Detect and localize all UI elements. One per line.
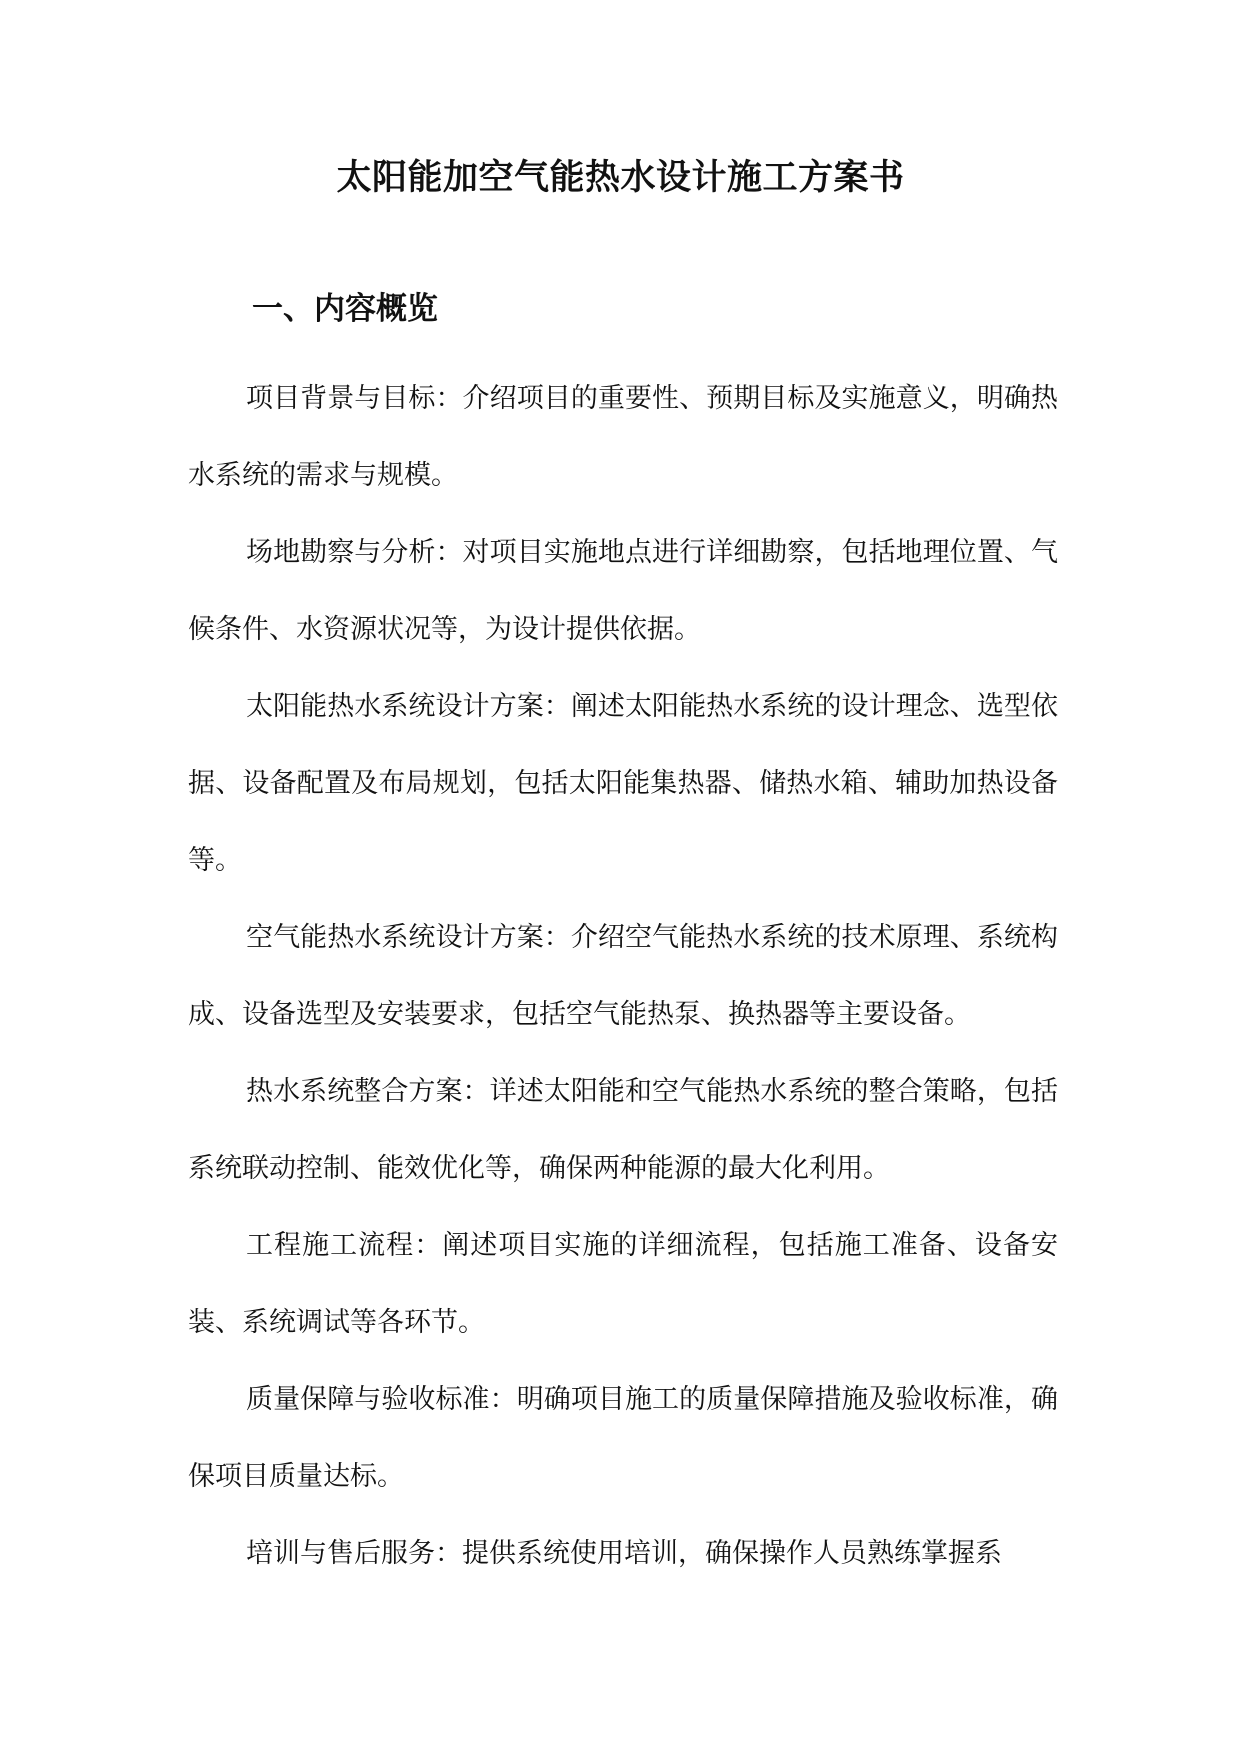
paragraph-air-source-design: 空气能热水系统设计方案：介绍空气能热水系统的技术原理、系统构成、设备选型及安装要求，包括空气能热泵、换热器等主要设备。 xyxy=(188,922,1058,1030)
paragraph-solar-design: 太阳能热水系统设计方案：阐述太阳能热水系统的设计理念、选型依据、设备配置及布局规划，包括太阳能集热器、储热水箱、辅助加热设备等。 xyxy=(188,691,1058,876)
paragraph-background: 项目背景与目标：介绍项目的重要性、预期目标及实施意义，明确热水系统的需求与规模。 xyxy=(188,383,1058,491)
document-body xyxy=(188,360,1058,1592)
section-heading: 一、内容概览 xyxy=(252,291,438,327)
paragraph-site-survey: 场地勘察与分析：对项目实施地点进行详细勘察，包括地理位置、气候条件、水资源状况等，为设计提供依据。 xyxy=(188,537,1058,645)
paragraph-quality-assurance: 质量保障与验收标准：明确项目施工的质量保障措施及验收标准，确保项目质量达标。 xyxy=(188,1384,1058,1492)
paragraph-construction-process: 工程施工流程：阐述项目实施的详细流程，包括施工准备、设备安装、系统调试等各环节。 xyxy=(188,1230,1058,1338)
paragraph-integration: 热水系统整合方案：详述太阳能和空气能热水系统的整合策略，包括系统联动控制、能效优化等，确保两种能源的最大化利用。 xyxy=(188,1076,1058,1184)
document-title: 太阳能加空气能热水设计施工方案书 xyxy=(336,157,905,198)
paragraph-training-service: 培训与售后服务：提供系统使用培训，确保操作人员熟练掌握系 xyxy=(246,1538,1002,1569)
